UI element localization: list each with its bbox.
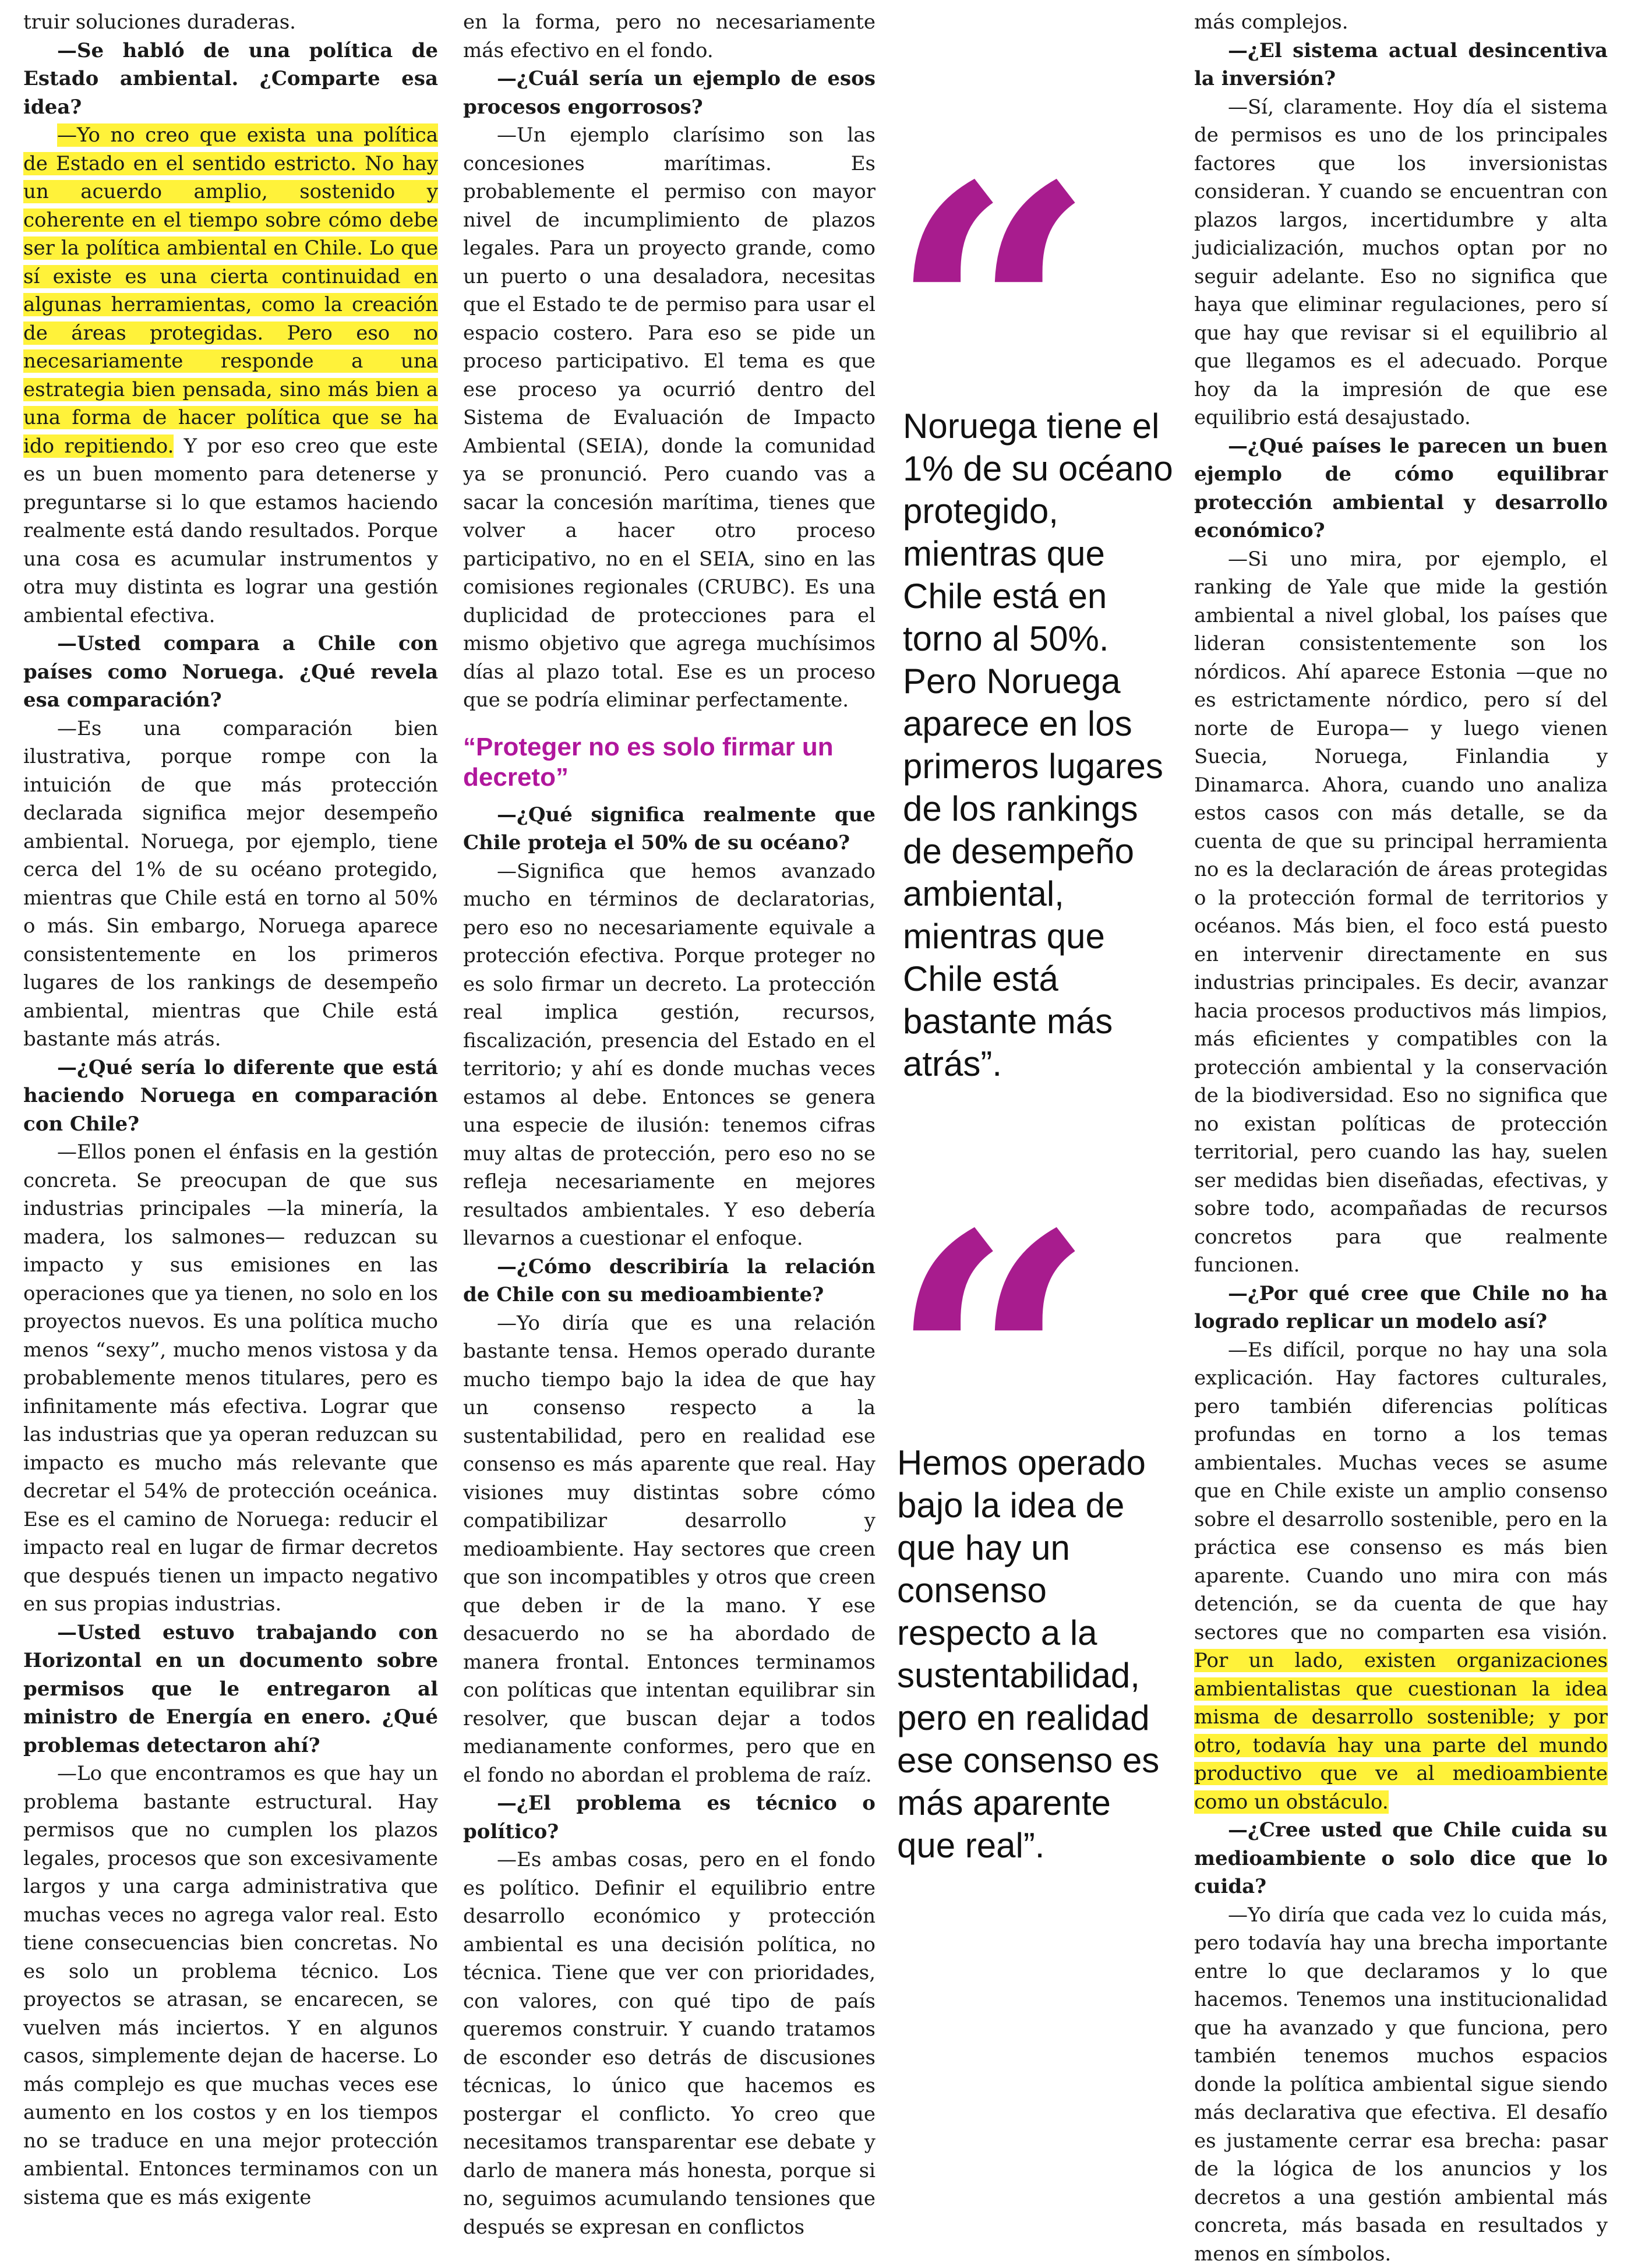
interview-question: —¿Qué países le parecen un buen ejemplo de cómo equilibrar protección ambiental y desarrollo económico? bbox=[1194, 432, 1608, 545]
interview-answer: —Es ambas cosas, pero en el fondo es político. Definir el equilibrio entre desarrollo económico y protección ambiental es una decisión política, no técnica. Tiene que ver con prioridades, con valores, con qué tipo de país queremos construir. Y cuando tratamos de esconder eso detrás de discusiones técnicas, lo único que hacemos es postergar el conflicto. Yo creo que necesitamos transparentar ese debate y darlo de manera más honesta, porque si no, seguimos acumulando tensiones que después se expresan en conflictos bbox=[463, 1846, 875, 2241]
quote-mark-2 bbox=[888, 1217, 1096, 1427]
interview-question: —¿El problema es técnico o político? bbox=[463, 1789, 875, 1846]
interview-question: —Usted estuvo trabajando con Horizontal en un documento sobre permisos que le entregaron al ministro de Energía en enero. ¿Qué problemas detectaron ahí? bbox=[23, 1619, 438, 1760]
interview-answer: —Ellos ponen el énfasis en la gestión concreta. Se preocupan de que sus industrias principales —la minería, la madera, los salmones— reduzcan su impacto y sus emisiones en las operaciones que ya tienen, no solo en los proyectos nuevos. Es una política mucho menos “sexy”, mucho menos vistosa y da probablemente menos titulares, pero es infinitamente más efectiva. Lograr que las industrias que ya operan reduzcan su impacto es mucho más relevante que decretar el 54% de protección oceánica. Ese es el camino de Noruega: reducir el impacto real en lugar de firmar decretos que después tienen un impacto negativo en sus propias industrias. bbox=[23, 1138, 438, 1619]
interview-question: —¿El sistema actual desincentiva la inversión? bbox=[1194, 37, 1608, 93]
highlighted-text: Por un lado, existen organizaciones ambientalistas que cuestionan la idea misma de desarrollo sostenible; y por otro, todavía hay una parte del mundo productivo que ve al medioambiente como un obstáculo. bbox=[1194, 1649, 1608, 1814]
interview-answer: —Significa que hemos avanzado mucho en términos de declaratorias, pero eso no necesariamente equivale a protección efectiva. Porque proteger no es solo firmar un decreto. La protección real implica gestión, recursos, fiscalización, presencia del Estado en el territorio; y ahí es donde muchas veces estamos al debe. Entonces se genera una especie de ilusión: tenemos cifras muy altas de protección, pero eso no se refleja necesariamente en mejores resultados ambientales. Y eso debería llevarnos a cuestionar el enfoque. bbox=[463, 857, 875, 1253]
interview-answer: —Un ejemplo clarísimo son las concesiones marítimas. Es probablemente el permiso con mayor nivel de incumplimiento de plazos legales. Para un proyecto grande, como un puerto o una desaladora, necesitas que el Estado te de permiso para usar el espacio costero. Para eso se pide un proceso participativo. El tema es que ese proceso ya ocurrió dentro del Sistema de Evaluación de Impacto Ambiental (SEIA), donde la comunidad ya se pronunció. Pero cuando vas a sacar la concesión marítima, tienes que volver a hacer otro proceso participativo, no en el SEIA, sino en las comisiones regionales (CRUBC). Es una duplicidad de protecciones para el mismo objetivo que agrega muchísimos días al plazo total. Ese es un proceso que se podría eliminar perfectamente. bbox=[463, 121, 875, 715]
interview-question: —Se habló de una política de Estado ambiental. ¿Comparte esa idea? bbox=[23, 37, 438, 122]
interview-answer: —Es una comparación bien ilustrativa, porque rompe con la intuición de que más protección declarada significa mejor desempeño ambiental. Noruega, por ejemplo, tiene cerca del 1% de su océano protegido, mientras que Chile está en torno al 50% o más. Sin embargo, Noruega aparece consistentemente en los primeros lugares de los rankings de desempeño ambiental, mientras que Chile está bastante más atrás. bbox=[23, 715, 438, 1054]
body-text: en la forma, pero no necesariamente más efectivo en el fondo. bbox=[463, 8, 875, 65]
interview-question: —¿Qué sería lo diferente que está haciendo Noruega en comparación con Chile? bbox=[23, 1054, 438, 1139]
body-text-span: —Es difícil, porque no hay una sola explicación. Hay factores culturales, pero también diferencias políticas profundas en torno a los temas ambientales. Muchas veces se asume que en Chile existe un amplio consenso sobre el desarrollo sostenible, pero en la práctica ese consenso es más bien aparente. Cuando uno mira con más detención, se da cuenta de que hay sectores que no comparten esa visión. bbox=[1194, 1338, 1608, 1644]
quote-mark-1 bbox=[888, 169, 1096, 379]
interview-answer: —Yo diría que es una relación bastante tensa. Hemos operado durante mucho tiempo bajo la idea de que hay un consenso respecto a la sustentabilidad, pero en realidad ese consenso es más aparente que real. Hay visiones muy distintas sobre cómo compatibilizar desarrollo y medioambiente. Hay sectores que creen que son incompatibles y otros que creen que deben ir de la mano. Y ese desacuerdo no se ha abordado de manera frontal. Entonces terminamos con políticas que intentan equilibrar sin resolver, que buscan dejar a todos medianamente conformes, pero que en el fondo no abordan el problema de raíz. bbox=[463, 1309, 875, 1790]
body-text: más complejos. bbox=[1194, 8, 1608, 37]
interview-answer: —Yo diría que cada vez lo cuida más, pero todavía hay una brecha importante entre lo que declaramos y lo que hacemos. Tenemos una institucionalidad que ha avanzado y que funciona, pero también tenemos muchos espacios donde la política ambiental sigue siendo más declarativa que efectiva. El desafío es justamente cerrar esa brecha: pasar de la lógica de los anuncios y los decretos a una gestión ambiental más concreta, más basada en resultados y menos en símbolos. bbox=[1194, 1901, 1608, 2268]
article-column-1 bbox=[23, 8, 438, 2212]
body-text: truir soluciones duraderas. bbox=[23, 8, 438, 37]
interview-question: —Usted compara a Chile con países como Noruega. ¿Qué revela esa comparación? bbox=[23, 630, 438, 715]
body-text-span: Y por eso creo que este es un buen momento para detenerse y preguntarse si lo que estamos haciendo realmente está dando resultados. Porque una cosa es acumular instrumentos y otra muy distinta es lograr una gestión ambiental efectiva. bbox=[23, 434, 438, 627]
interview-answer bbox=[23, 121, 438, 630]
interview-question: —¿Cuál sería un ejemplo de esos procesos engorrosos? bbox=[463, 65, 875, 121]
interview-question: —¿Qué significa realmente que Chile proteja el 50% de su océano? bbox=[463, 801, 875, 857]
interview-answer: —Sí, claramente. Hoy día el sistema de permisos es uno de los principales factores que los inversionistas consideran. Y cuando se encuentran con plazos largos, incertidumbre y alta judicialización, muchos optan por no seguir adelante. Eso no significa que haya que eliminar regulaciones, pero sí que hay que revisar si el equilibrio al que llegamos es el adecuado. Porque hoy da la impresión de que ese equilibrio está desajustado. bbox=[1194, 93, 1608, 432]
interview-question: —¿Cree usted que Chile cuida su medioambiente o solo dice que lo cuida? bbox=[1194, 1816, 1608, 1901]
interview-answer bbox=[1194, 1336, 1608, 1817]
article-column-2 bbox=[463, 8, 875, 2241]
article-column-3 bbox=[1194, 8, 1608, 2268]
pull-quote-2: Hemos operado bajo la idea de que hay un consenso respecto a la sustentabilidad, pero en realidad ese consenso es más aparente que real”. bbox=[897, 1442, 1171, 1867]
interview-question: —¿Por qué cree que Chile no ha logrado replicar un modelo así? bbox=[1194, 1280, 1608, 1336]
section-subheading: “Proteger no es solo firmar un decreto” bbox=[463, 732, 875, 793]
interview-answer: —Si uno mira, por ejemplo, el ranking de Yale que mide la gestión ambiental a nivel global, los países que lideran consistentemente son los nórdicos. Ahí aparece Estonia —que no es estrictamente nórdico, pero sí del norte de Europa— y luego vienen Suecia, Noruega, Finlandia y Dinamarca. Ahora, cuando uno analiza estos casos con más detalle, se da cuenta de que su principal herramienta no es la declaración de áreas protegidas o la protección formal de territorios y océanos. Más bien, el foco está puesto en intervenir directamente en sus industrias principales. Es decir, avanzar hacia procesos productivos más limpios, más eficientes y compatibles con la protección ambiental y la conservación de la biodiversidad. Eso no significa que no existan políticas de protección territorial, pero cuando las hay, suelen ser medidas bien diseñadas, efectivas, y sobre todo, acompañadas de recursos concretos para que realmente funcionen. bbox=[1194, 545, 1608, 1280]
interview-question: —¿Cómo describiría la relación de Chile con su medioambiente? bbox=[463, 1253, 875, 1309]
interview-answer: —Lo que encontramos es que hay un problema bastante estructural. Hay permisos que no cumplen los plazos legales, procesos que son excesivamente largos y una carga administrativa que muchas veces no agrega valor real. Esto tiene consecuencias bien concretas. No es solo un problema técnico. Los proyectos se atrasan, se encarecen, se vuelven más inciertos. Y en algunos casos, simplemente dejan de hacerse. Lo más complejo es que muchas veces ese aumento en los costos y en los tiempos no se traduce en una mejor protección ambiental. Entonces terminamos con un sistema que es más exigente bbox=[23, 1760, 438, 2212]
highlighted-text: —Yo no creo que exista una política de Estado en el sentido estricto. No hay un acuerdo amplio, sostenido y coherente en el tiempo sobre cómo debe ser la política ambiental en Chile. Lo que sí existe es una cierta continuidad en algunas herramientas, como la creación de áreas protegidas. Pero eso no necesariamente responde a una estrategia bien pensada, sino más bien a una forma de hacer política que se ha ido repitiendo. bbox=[23, 123, 438, 458]
pull-quote-1: Noruega tiene el 1% de su océano protegido, mientras que Chile está en torno al 50%. Pero Noruega aparece en los primeros lugares de los rankings de desempeño ambiental, mientras que Chile está bastante más atrás”. bbox=[903, 405, 1177, 1085]
